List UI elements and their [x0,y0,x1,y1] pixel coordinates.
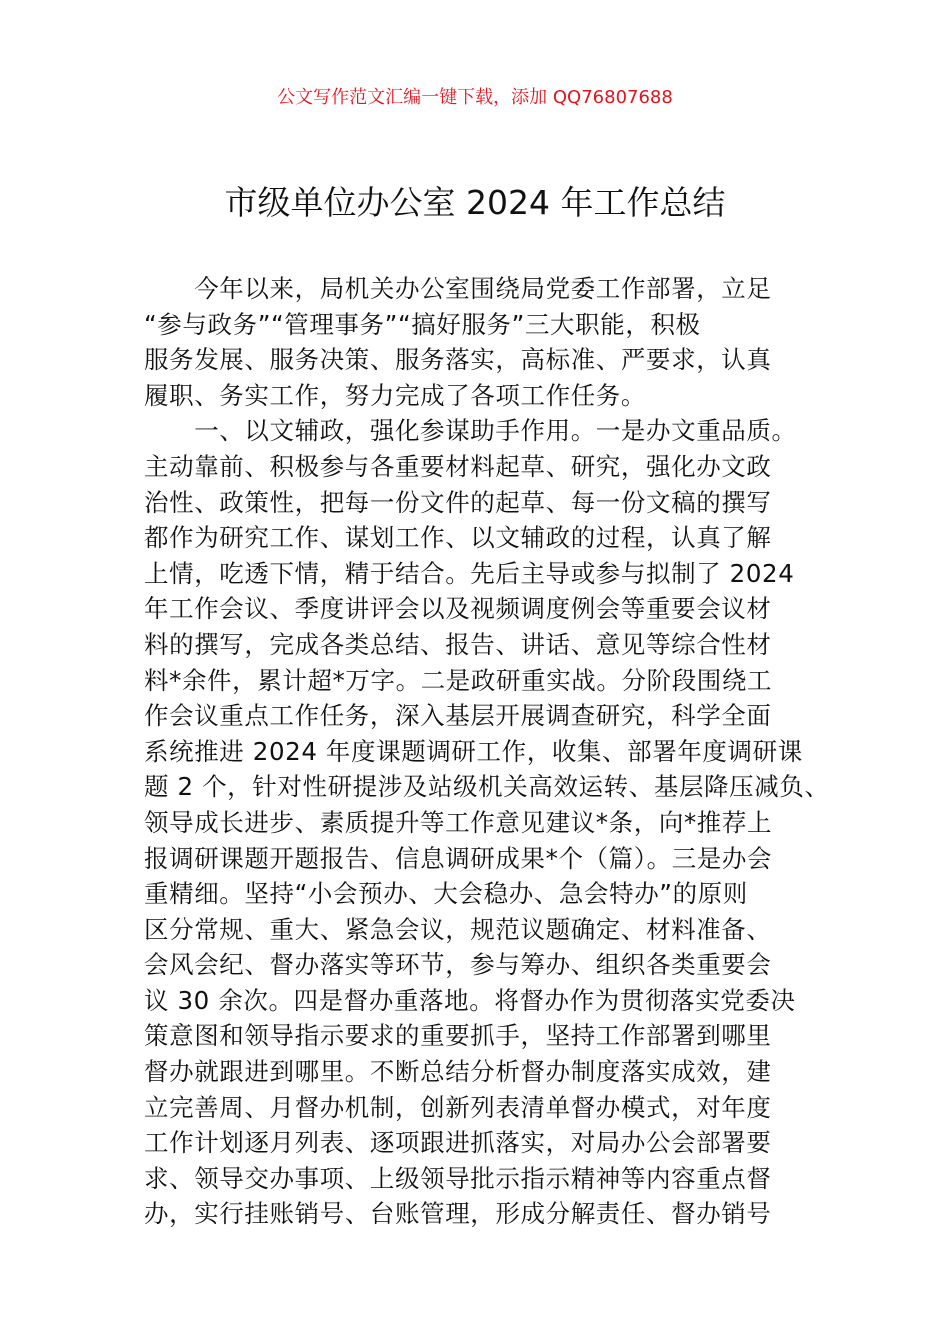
document-body [144,271,830,1232]
body-line: 一、以文辅政，强化参谋助手作用。一是办文重品质。 [144,416,797,446]
body-line: 年工作会议、季度讲评会以及视频调度例会等重要会议材 [144,594,772,624]
body-line: 作会议重点工作任务，深入基层开展调查研究，科学全面 [144,701,772,731]
body-line: 系统推进 2024 年度课题调研工作，收集、部署年度调研课 [144,736,803,766]
body-line: 督办就跟进到哪里。不断总结分析督办制度落实成效，建 [144,1057,772,1087]
page-title: 市级单位办公室 2024 年工作总结 [224,183,726,222]
body-line: 上情，吃透下情，精于结合。先后主导或参与拟制了 2024 [144,558,795,588]
body-line: 料*余件，累计超*万字。二是政研重实战。分阶段围绕工 [144,665,773,695]
body-line: “参与政务”“管理事务”“搞好服务”三大职能，积极 [144,309,701,339]
body-line: 题 2 个，针对性研提涉及站级机关高效运转、基层降压减负、 [144,772,830,802]
body-line: 领导成长进步、素质提升等工作意见建议*条，向*推荐上 [144,807,773,837]
body-line: 都作为研究工作、谋划工作、以文辅政的过程，认真了解 [144,523,772,553]
body-line: 工作计划逐月列表、逐项跟进抓落实，对局办公会部署要 [144,1128,772,1158]
body-line: 主动靠前、积极参与各重要材料起草、研究，强化办文政 [144,451,772,481]
body-line: 今年以来，局机关办公室围绕局党委工作部署，立足 [144,274,772,303]
body-line: 策意图和领导指示要求的重要抓手，坚持工作部署到哪里 [144,1021,772,1051]
body-line: 履职、务实工作，努力完成了各项工作任务。 [144,380,646,410]
download-banner: 公文写作范文汇编一键下载，添加 QQ76807688 [277,87,673,108]
body-line: 求、领导交办事项、上级领导批示指示精神等内容重点督 [144,1163,772,1193]
body-line: 料的撰写，完成各类总结、报告、讲话、意见等综合性材 [144,629,772,659]
body-line: 服务发展、服务决策、服务落实，高标准、严要求，认真 [144,345,772,375]
body-line: 立完善周、月督办机制，创新列表清单督办模式，对年度 [144,1092,772,1122]
body-line: 办，实行挂账销号、台账管理，形成分解责任、督办销号 [144,1199,772,1229]
body-line: 治性、政策性，把每一份文件的起草、每一份文稿的撰写 [144,487,772,517]
body-line: 区分常规、重大、紧急会议，规范议题确定、材料准备、 [144,914,772,944]
body-line: 重精细。坚持“小会预办、大会稳办、急会特办”的原则 [144,879,748,909]
body-line: 报调研课题开题报告、信息调研成果*个（篇）。三是办会 [144,843,773,873]
body-line: 议 30 余次。四是督办重落地。将督办作为贯彻落实党委决 [144,985,796,1015]
body-line: 会风会纪、督办落实等环节，参与筹办、组织各类重要会 [144,950,772,980]
